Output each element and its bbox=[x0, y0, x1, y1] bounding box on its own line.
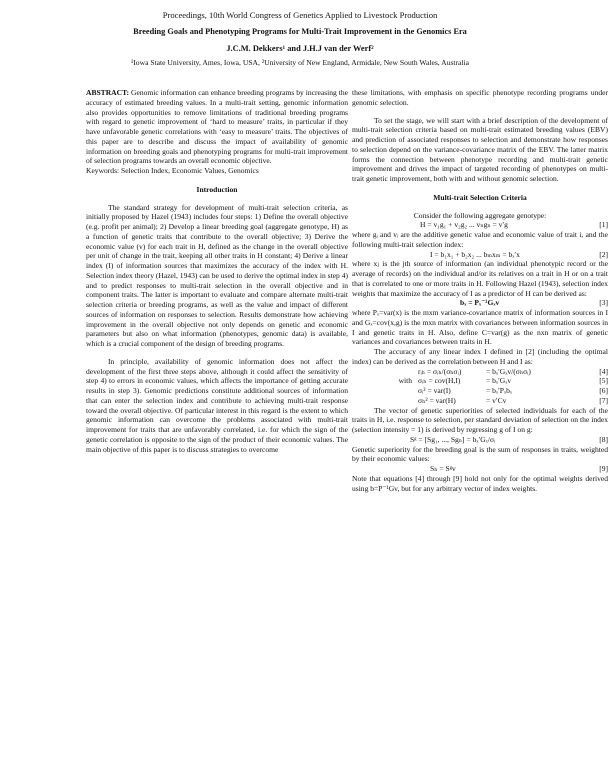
equation-1-number: [1] bbox=[599, 220, 608, 230]
equation-6-number: [6] bbox=[599, 386, 608, 395]
equation-5-lhs: σᵢₕ = cov(H,I) bbox=[418, 376, 461, 386]
equation-8-number: [8] bbox=[599, 434, 608, 444]
affiliations: ¹Iowa State University, Ames, Iowa, USA, ²University of New England, Armidale, New South Wales, Australia bbox=[130, 58, 469, 67]
right-column bbox=[352, 88, 608, 493]
abstract-label: ABSTRACT: bbox=[86, 88, 130, 97]
equation-5-number: [5] bbox=[599, 376, 608, 386]
intro-paragraph-4: To set the stage, we will start with a brief description of the development of multi-trait selection criteria based on multi-trait estimated breeding values (EBV) and prediction of associated responses to selection and demonstrate how responses to selection depend on the variance-covariance matrix of the EBV. The latter matrix forms the connection between phenotype recording and multi-trait genetic improvement and drives the impact of targeted recording of phenotypes on multi-trait genetic improvement, both with and without genomic selection. bbox=[352, 115, 608, 183]
equation-2 bbox=[352, 250, 608, 260]
equation-5-rhs: = bₓ′Gₓv bbox=[486, 376, 512, 386]
criteria-sentence-1: Consider the following aggregate genotype: bbox=[413, 210, 547, 220]
equation-4-lhs: rᵢₕ = σᵢₕ/(σₕσᵢ) bbox=[418, 366, 462, 376]
criteria-sentence-7: Genetic superiority for the breeding goal is the sum of responses in traits, weighted by their economic values: bbox=[352, 444, 608, 464]
equation-5 bbox=[352, 376, 608, 386]
equation-4 bbox=[352, 367, 608, 377]
equation-1 bbox=[352, 220, 608, 230]
equation-2-body: I = b₁x₁ + b₂x₂ ... bₘxₘ = bₓ′x bbox=[430, 249, 520, 259]
equation-2-number: [2] bbox=[599, 249, 608, 259]
introduction-heading: Introduction bbox=[196, 184, 238, 194]
abstract-text: Genomic information can enhance breeding programs by increasing the accuracy of estimated breeding values. In a multi-trait setting, genomic information also provides opportunities to remove limitations of traditional breeding programs with regard to genetic improvement of ‘hard to measure’ traits, in particular if they have unfavorable genetic correlations with ‘easy to measure’ traits. The objectives of this paper are to describe and discuss the impact of availability of genomic information on breeding goals and phenotyping programs for multi-trait improvement of selection programs towards an overall economic objective. bbox=[86, 88, 349, 166]
equation-6 bbox=[352, 386, 608, 396]
equation-4-rhs: = bₓ′Gₓv/(σₕσᵢ) bbox=[486, 366, 531, 376]
equation-3-number: [3] bbox=[599, 298, 608, 308]
keywords: Keywords: Selection Index, Economic Values, Genomics bbox=[86, 166, 259, 175]
intro-paragraph-1: The standard strategy for development of multi-trait selection criteria, as initially proposed by Hazel (1943) includes four steps: 1) Define the overall objective (e.g. profit per animal); 2) Develop a linear breeding goal (aggregate genotype, H) as a function of genetic traits that contribute to the overall objective; 3) Derive the economic value (v) for each trait in H, defined as the change in the overall objective per unit of change in the trait, keeping all other traits in H constant; 4) Derive a linear index (I) of information sources that maximizes the accuracy of the index with H. Selection index theory (Hazel, 1943) can be used to derive the optimal index in step 4) and to predict responses to multi-trait selection in the overall objective and in component traits. The latter is important to evaluate and compare alternate multi-trait selection criteria or breeding programs, as well as the value and impact of different sources of information on responses to selection. Results demonstrate how achieving improvement in the overall objective not only depends on genetic and economic parameters but also on what information (phenotypes, genomic data) is available, which is a crucial component of the design of breeding programs. bbox=[86, 202, 348, 348]
equation-1-body: H = v₁g₁ + v₂g₂ ... vₙgₙ = v′g bbox=[420, 220, 508, 230]
equation-8 bbox=[352, 435, 608, 445]
intro-paragraph-3: these limitations, with emphasis on specific phenotype recording programs under genomic selection. bbox=[352, 88, 608, 107]
equation-9-body: Sₕ = Sᵍv bbox=[430, 464, 456, 473]
equation-with-label: with bbox=[398, 376, 412, 386]
criteria-heading: Multi-trait Selection Criteria bbox=[433, 192, 527, 202]
criteria-sentence-4: where Pₓ=var(x) is the mxm variance-covariance matrix of information sources in I and Gₓ=cov(x,g) is the mxn matrix with covariances between information sources in I and genetic traits in H. Also, define C=var(g) as the nxn matrix of genetic variances and covariances between traits in H. bbox=[352, 308, 608, 347]
proceedings-header: Proceedings, 10th World Congress of Genetics Applied to Livestock Production bbox=[162, 10, 438, 20]
intro-paragraph-2: In principle, availability of genomic information does not affect the development of the first three steps above, although it could affect the sensitivity of step 4) to errors in economic values, which affects the importance of getting accurate results in step 3). Genomic predictions constitute additional sources of information that can enter the selection index and contribute to achieving multi-trait response toward the overall objective. Of particular interest in this regard is the extent to which genomic information can overcome the problems associated with multi-trait improvement for traits that are unfavorably correlated, i.e. for which the sign of the genetic correlation is opposite to the sign of the product of their economic values. The main objective of this paper is to discuss strategies to overcome bbox=[86, 356, 348, 454]
equation-8-body: Sᵍ = [Sg₁, ..., Sgₙ] = bₓ′Gₓ/σᵢ bbox=[410, 434, 496, 444]
equation-7-lhs: σₕ² = var(H) bbox=[418, 395, 456, 405]
criteria-sentence-6: The vector of genetic superiorities of selected individuals for each of the traits in H, i.e. response to selection, per standard deviation of selection on the index (selection intensity = 1) is derived by regressing g of I on g: bbox=[352, 405, 608, 434]
equation-3-body: bₓ = Pₓ⁻¹Gₓv bbox=[460, 298, 500, 308]
equation-4-number: [4] bbox=[599, 366, 608, 376]
criteria-sentence-8: Note that equations [4] through [9] hold not only for the optimal weights derived using b=P⁻¹Gv, but for any arbitrary vector of index weights. bbox=[352, 473, 608, 493]
equation-9-number: [9] bbox=[599, 464, 608, 473]
equation-7-number: [7] bbox=[599, 395, 608, 405]
equation-6-rhs: = bₓ′Pₓbₓ bbox=[486, 386, 513, 395]
equation-7-rhs: = v′Cv bbox=[486, 395, 507, 405]
abstract bbox=[86, 88, 348, 166]
equation-6-lhs: σᵢ² = var(I) bbox=[418, 386, 451, 395]
criteria-sentence-5: The accuracy of any linear index I defined in [2] (including the optimal index) can be derived as the correlation between H and I as: bbox=[352, 347, 608, 366]
criteria-sentence-2: where gᵢ and vᵢ are the additive genetic value and economic value of trait i, and the following multi-trait selection index: bbox=[352, 230, 608, 249]
equation-7 bbox=[352, 396, 608, 406]
authors: J.C.M. Dekkers¹ and J.H.J van der Werf² bbox=[226, 44, 374, 53]
criteria-sentence-3: where xⱼ is the jth source of information (an individual phenotypic record or the average of records) on the individual and/or its relatives on a trait in H or on a trait that is correlated to one or more traits in H. Following Hazel (1943), selection index weights that maximize the accuracy of I as a predictor of H can be derived as: bbox=[352, 259, 608, 298]
equation-3 bbox=[352, 298, 608, 308]
equation-9 bbox=[352, 464, 608, 474]
left-column bbox=[86, 88, 348, 454]
paper-title: Breeding Goals and Phenotyping Programs for Multi-Trait Improvement in the Genomics Era bbox=[133, 27, 467, 36]
